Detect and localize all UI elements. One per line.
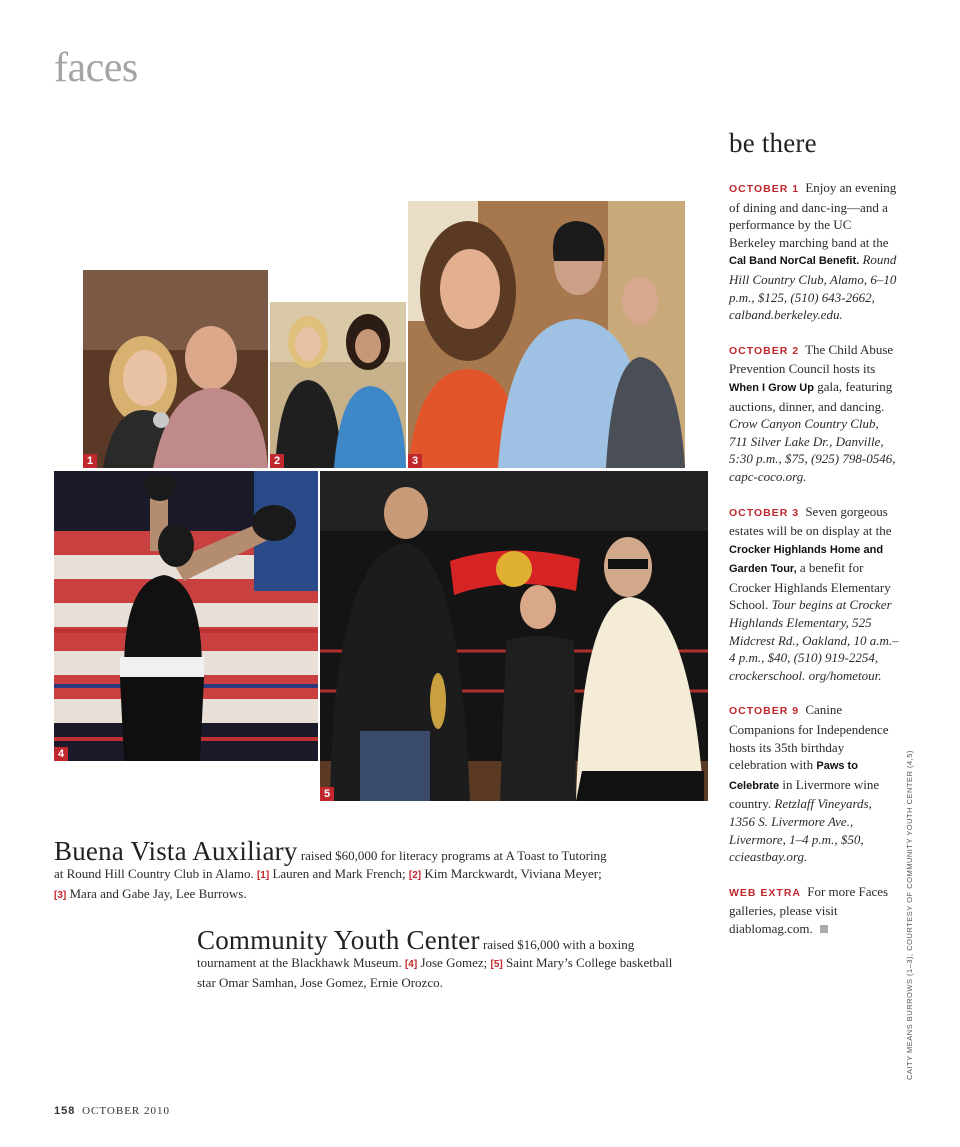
event-name: Paws to Celebrate (729, 760, 858, 792)
caption-names: Kim Marckwardt, Viviana Meyer; (424, 866, 602, 881)
caption-buena-vista (54, 836, 614, 905)
be-there-sidebar (729, 128, 899, 955)
caption-num: [3] (54, 890, 67, 901)
event-details: Crow Canyon Country Club, 711 Silver Lake Dr., Danville, 5:30 p.m., $75, (925) 798-0546, capc-coco.org. (729, 416, 896, 484)
caption-num: [5] (490, 959, 503, 970)
event-name: Cal Band NorCal Benefit. (729, 255, 860, 268)
photo-5 (320, 471, 708, 801)
event-date: WEB EXTRA (729, 886, 801, 899)
photo-2-badge: 2 (270, 454, 284, 468)
section-title: faces (54, 45, 138, 91)
event-description: For more Faces galleries, please visit diablomag.com. (729, 883, 889, 936)
caption-names: Jose Gomez; (420, 955, 488, 970)
issue-date: OCTOBER 2010 (82, 1105, 170, 1117)
sidebar-title: be there (729, 128, 817, 158)
caption-intro: raised $16,000 with a boxing tournament at the Blackhawk Museum. (197, 937, 635, 970)
event-date: OCTOBER 9 (729, 705, 800, 718)
event-details: Tour begins at Crocker Highlands Elementary, 525 Midcrest Rd., Oakland, 10 a.m.–4 p.m., $40, (510) 919-2254, crockerschool. org/hometour. (729, 597, 899, 683)
event-name: Crocker Highlands Home and Garden Tour, (729, 543, 884, 576)
event-october-9 (729, 701, 899, 865)
photo-1 (83, 270, 268, 468)
event-october-2 (729, 341, 899, 486)
caption-intro: raised $60,000 for literacy programs at A Toast to Tutoring at Round Hill Country Club in Alamo. (54, 848, 607, 881)
caption-group-name: Community Youth Center (197, 925, 480, 955)
caption-community-youth-center (197, 925, 677, 992)
event-description: Seven gorgeous estates will be on display at the (729, 503, 892, 539)
photo-2 (270, 302, 406, 468)
caption-num: [1] (256, 870, 270, 881)
event-description-cont: gala, featuring auctions, dinner, and dancing. (729, 378, 893, 414)
photo-1-badge: 1 (83, 454, 97, 468)
photo-4-badge: 4 (54, 747, 68, 761)
caption-names: Saint Mary’s College basketball star Omar Samhan, Jose Gomez, Ernie Orozco. (197, 955, 673, 990)
event-date: OCTOBER 2 (729, 344, 800, 357)
caption-num: [4] (404, 959, 418, 970)
event-description-cont: in Livermore wine country. (729, 776, 880, 812)
event-web-extra (729, 883, 899, 938)
event-october-1 (729, 179, 899, 324)
page-number: 158 (54, 1105, 76, 1117)
photo-4 (54, 471, 318, 761)
folio (54, 1105, 170, 1117)
end-mark-icon (820, 925, 828, 933)
photo-3 (408, 201, 685, 468)
event-description-cont: a benefit for Crocker Highlands Elementary School. (729, 560, 891, 613)
caption-names: Lauren and Mark French; (272, 866, 406, 881)
event-details: Round Hill Country Club, Alamo, 6–10 p.m., $125, (510) 643-2662, calband.berkeley.edu. (729, 252, 897, 323)
event-date: OCTOBER 3 (729, 506, 800, 519)
caption-num: [2] (408, 870, 422, 881)
caption-group-name: Buena Vista Auxiliary (54, 836, 298, 866)
event-date: OCTOBER 1 (729, 183, 800, 195)
event-name: When I Grow Up (729, 381, 814, 394)
event-description: Enjoy an evening of dining and danc-ing—and a performance by the UC Berkeley marching band at the (729, 180, 897, 250)
photo-5-badge: 5 (320, 787, 334, 801)
event-details: Retzlaff Vineyards, 1356 S. Livermore Ave., Livermore, 1–4 p.m., $50, ccieastbay.org. (729, 796, 872, 865)
caption-names: Mara and Gabe Jay, Lee Burrows. (69, 886, 247, 901)
event-description: The Child Abuse Prevention Council hosts its (729, 341, 894, 377)
photo-3-badge: 3 (408, 454, 422, 468)
event-october-3 (729, 503, 899, 685)
photo-credit: CAITY MEANS BURROWS (1–3); COURTESY OF COMMUNITY YOUTH CENTER (4,5) (905, 750, 914, 1080)
event-description: Canine Companions for Independence hosts its 35th birthday celebration with (729, 702, 889, 773)
